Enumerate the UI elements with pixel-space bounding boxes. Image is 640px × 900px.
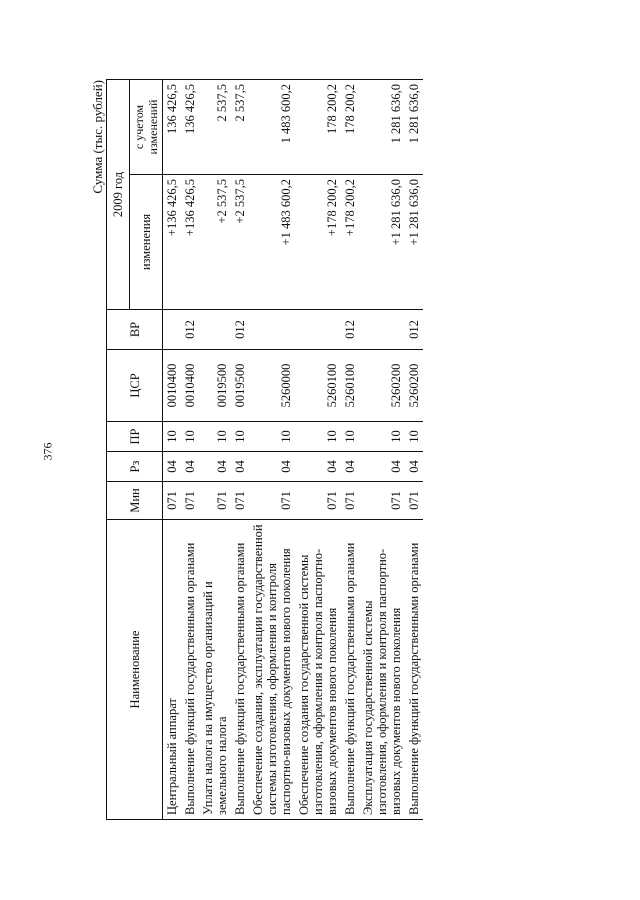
row-change: +178 200,2 — [341, 175, 359, 310]
row-csr: 0019500 — [199, 350, 231, 422]
col-header-name: Наименование — [107, 520, 163, 820]
row-pr: 10 — [341, 422, 359, 452]
row-total: 1 483 600,2 — [249, 79, 295, 174]
row-pr: 10 — [405, 422, 423, 452]
row-min: 071 — [249, 482, 295, 520]
row-min: 071 — [405, 482, 423, 520]
table-row — [163, 79, 182, 819]
row-csr: 5260000 — [249, 350, 295, 422]
row-vr — [295, 310, 341, 350]
row-min: 071 — [341, 482, 359, 520]
row-total: 2 537,5 — [231, 79, 249, 174]
table-row — [359, 79, 405, 819]
row-rz: 04 — [199, 452, 231, 482]
row-rz: 04 — [231, 452, 249, 482]
row-name: Выполнение функций государственными органами — [341, 520, 359, 820]
row-name: Обеспечение создания государственной системы изготовления, оформления и контроля паспортно-визовых документов нового поколения — [295, 520, 341, 820]
row-rz: 04 — [249, 452, 295, 482]
row-csr: 0010400 — [163, 350, 182, 422]
row-rz: 04 — [163, 452, 182, 482]
row-pr: 10 — [199, 422, 231, 452]
table-row — [405, 79, 423, 819]
row-rz: 04 — [359, 452, 405, 482]
row-min: 071 — [231, 482, 249, 520]
row-vr — [163, 310, 182, 350]
row-csr: 5260200 — [405, 350, 423, 422]
table-row — [181, 79, 199, 819]
row-name: Центральный аппарат — [163, 520, 182, 820]
row-csr: 0010400 — [181, 350, 199, 422]
row-name: Выполнение функций государственными органами — [405, 520, 423, 820]
row-change: +136 426,5 — [163, 175, 182, 310]
row-vr — [359, 310, 405, 350]
row-change: +136 426,5 — [181, 175, 199, 310]
row-change: +1 281 636,0 — [359, 175, 405, 310]
row-total: 178 200,2 — [341, 79, 359, 174]
row-min: 071 — [181, 482, 199, 520]
row-csr: 5260100 — [295, 350, 341, 422]
rotated-page-content — [90, 80, 550, 820]
row-pr: 10 — [231, 422, 249, 452]
row-change: +2 537,5 — [231, 175, 249, 310]
col-header-vr: ВР — [107, 310, 163, 350]
row-min: 071 — [359, 482, 405, 520]
col-header-year: 2009 год — [107, 79, 130, 309]
col-header-min: Мин — [107, 482, 163, 520]
row-change: +2 537,5 — [199, 175, 231, 310]
sum-unit-label: Сумма (тыс. рублей) — [90, 80, 105, 194]
row-rz: 04 — [295, 452, 341, 482]
row-min: 071 — [199, 482, 231, 520]
row-change: +1 281 636,0 — [405, 175, 423, 310]
row-name: Выполнение функций государственными органами — [181, 520, 199, 820]
table-row — [199, 79, 231, 819]
row-total: 178 200,2 — [295, 79, 341, 174]
table-row — [249, 79, 295, 819]
row-name: Обеспечение создания, эксплуатации государственной системы изготовления, оформления и контроля паспортно-визовых документов нового поколения — [249, 520, 295, 820]
col-header-csr: ЦСР — [107, 350, 163, 422]
row-vr: 012 — [405, 310, 423, 350]
row-vr: 012 — [181, 310, 199, 350]
row-pr: 10 — [163, 422, 182, 452]
col-header-with-changes: с учетом изменений — [130, 79, 163, 174]
row-min: 071 — [163, 482, 182, 520]
row-vr: 012 — [231, 310, 249, 350]
col-header-pr: ПР — [107, 422, 163, 452]
row-vr — [249, 310, 295, 350]
row-total: 2 537,5 — [199, 79, 231, 174]
table-row — [231, 79, 249, 819]
col-header-changes: изменения — [130, 175, 163, 310]
row-pr: 10 — [181, 422, 199, 452]
row-total: 136 426,5 — [163, 79, 182, 174]
row-csr: 5260200 — [359, 350, 405, 422]
table-body — [163, 79, 424, 819]
col-header-rz: Рз — [107, 452, 163, 482]
row-total: 1 281 636,0 — [405, 79, 423, 174]
row-change: +1 483 600,2 — [249, 175, 295, 310]
page-number: 376 — [40, 442, 55, 461]
row-total: 1 281 636,0 — [359, 79, 405, 174]
table-row — [341, 79, 359, 819]
row-rz: 04 — [405, 452, 423, 482]
row-csr: 0019500 — [231, 350, 249, 422]
budget-table — [106, 79, 423, 820]
row-total: 136 426,5 — [181, 79, 199, 174]
row-name: Уплата налога на имущество организаций и земельного налога — [199, 520, 231, 820]
row-pr: 10 — [295, 422, 341, 452]
row-change: +178 200,2 — [295, 175, 341, 310]
row-rz: 04 — [341, 452, 359, 482]
row-name: Выполнение функций государственными органами — [231, 520, 249, 820]
row-min: 071 — [295, 482, 341, 520]
row-pr: 10 — [249, 422, 295, 452]
row-csr: 5260100 — [341, 350, 359, 422]
row-vr: 012 — [341, 310, 359, 350]
row-vr — [199, 310, 231, 350]
row-pr: 10 — [359, 422, 405, 452]
row-name: Эксплуатация государственной системы изготовления, оформления и контроля паспортно-визовых документов нового поколения — [359, 520, 405, 820]
row-rz: 04 — [181, 452, 199, 482]
table-row — [295, 79, 341, 819]
